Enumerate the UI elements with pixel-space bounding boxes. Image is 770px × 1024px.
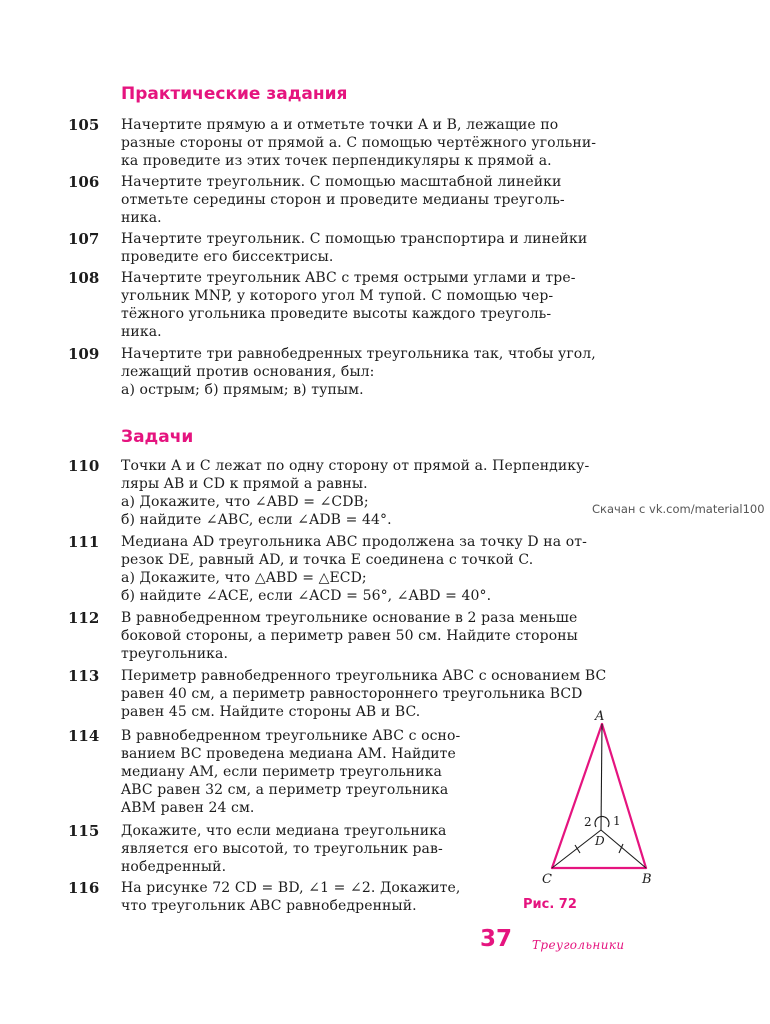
problem-number: 107 [68, 230, 100, 248]
problem-line: лежащий против основания, был: [121, 364, 375, 380]
problem-text [121, 116, 676, 170]
problem-number: 114 [68, 727, 100, 745]
problem-line: ванием BC проведена медиана AM. Найдите [121, 746, 456, 762]
problem-line: ABC равен 32 см, а периметр треугольника [121, 782, 449, 798]
problem-line: является его высотой, то треугольник рав- [121, 841, 443, 857]
problem-109 [68, 345, 676, 399]
problem-line: В равнобедренном треугольнике основание в 2 раза меньше [121, 610, 578, 626]
problem-114 [68, 727, 514, 817]
problem-line: ника. [121, 324, 162, 340]
problem-line: тёжного угольника проведите высоты каждого треуголь- [121, 306, 552, 322]
problem-line: Начертите три равнобедренных треугольника так, чтобы угол, [121, 346, 596, 362]
problem-106 [68, 173, 676, 227]
problem-line: В равнобедренном треугольнике ABC с осно- [121, 728, 461, 744]
problem-line: боковой стороны, а периметр равен 50 см. Найдите стороны [121, 628, 578, 644]
problem-111 [68, 533, 676, 605]
problem-number: 115 [68, 822, 100, 840]
label-d: D [595, 834, 605, 848]
problem-line: а) острым; б) прямым; в) тупым. [121, 382, 364, 398]
problem-112 [68, 609, 676, 663]
problem-text [121, 457, 676, 529]
problem-text [121, 879, 514, 915]
problem-line: разные стороны от прямой a. С помощью чертёжного угольни- [121, 135, 597, 151]
figure-72 [522, 706, 662, 902]
problem-number: 110 [68, 457, 100, 475]
problem-number: 112 [68, 609, 100, 627]
section-heading-tasks: Задачи [121, 427, 194, 447]
problem-line: медиану AM, если периметр треугольника [121, 764, 442, 780]
problem-text [121, 533, 676, 605]
label-angle-2: 2 [584, 815, 592, 829]
problem-line: ABM равен 24 см. [121, 800, 255, 816]
problem-line: Докажите, что если медиана треугольника [121, 823, 447, 839]
problem-110 [68, 457, 676, 529]
problem-line: треугольника. [121, 646, 229, 662]
problem-number: 109 [68, 345, 100, 363]
problem-line: проведите его биссектрисы. [121, 249, 334, 265]
problem-line: равен 45 см. Найдите стороны AB и BC. [121, 704, 421, 720]
watermark: Скачан с vk.com/material100 [592, 502, 765, 516]
problem-107 [68, 230, 676, 266]
problem-text [121, 609, 676, 663]
label-a: A [595, 709, 605, 724]
problem-116 [68, 879, 514, 915]
problem-number: 111 [68, 533, 100, 551]
problem-line: нобедренный. [121, 859, 227, 875]
problem-105 [68, 116, 676, 170]
problem-line: равен 40 см, а периметр равностороннего треугольника BCD [121, 686, 583, 702]
label-b: B [642, 872, 652, 887]
problem-line: отметьте середины сторон и проведите медианы треуголь- [121, 192, 565, 208]
problem-line: а) Докажите, что ∠ABD = ∠CDB; [121, 494, 369, 510]
problem-line: что треугольник ABC равнобедренный. [121, 898, 417, 914]
problem-line: На рисунке 72 CD = BD, ∠1 = ∠2. Докажите, [121, 880, 461, 896]
problem-number: 108 [68, 269, 100, 287]
problem-line: Медиана AD треугольника ABC продолжена за точку D на от- [121, 534, 587, 550]
segment-ad [601, 724, 602, 830]
problem-line: Начертите прямую a и отметьте точки A и B, лежащие по [121, 117, 559, 133]
problem-line: а) Докажите, что △ABD = △ECD; [121, 570, 367, 586]
problem-line: ника. [121, 210, 162, 226]
problem-text [121, 822, 514, 876]
problem-line: ка проведите из этих точек перпендикуляры к прямой a. [121, 153, 552, 169]
problem-line: резок DE, равный AD, и точка E соединена с точкой C. [121, 552, 534, 568]
problem-number: 113 [68, 667, 100, 685]
section-heading-practical: Практические задания [121, 84, 348, 104]
problem-line: Точки A и C лежат по одну сторону от прямой a. Перпендику- [121, 458, 590, 474]
label-c: C [542, 872, 552, 887]
problem-text [121, 230, 676, 266]
problem-number: 105 [68, 116, 100, 134]
figure-caption: Рис. 72 [523, 897, 577, 912]
problem-line: Начертите треугольник ABC с тремя острыми углами и тре- [121, 270, 576, 286]
angle-arc [595, 816, 609, 827]
problem-number: 116 [68, 879, 100, 897]
problem-line: Начертите треугольник. С помощью масштабной линейки [121, 174, 562, 190]
problem-line: угольник MNP, у которого угол M тупой. С помощью чер- [121, 288, 554, 304]
problem-108 [68, 269, 676, 341]
label-angle-1: 1 [613, 814, 621, 828]
problem-line: Начертите треугольник. С помощью транспортира и линейки [121, 231, 588, 247]
problem-line: Периметр равнобедренного треугольника ABC с основанием BC [121, 668, 607, 684]
side-ab [602, 724, 646, 868]
problem-number: 106 [68, 173, 100, 191]
problem-text [121, 727, 514, 817]
problem-text [121, 345, 676, 399]
problem-text [121, 269, 676, 341]
running-title: Треугольники [532, 938, 625, 952]
problem-line: ляры AB и CD к прямой a равны. [121, 476, 368, 492]
page-number: 37 [480, 926, 513, 952]
problem-115 [68, 822, 514, 876]
problem-text [121, 173, 676, 227]
problem-line: б) найдите ∠ACE, если ∠ACD = 56°, ∠ABD = 40°. [121, 588, 492, 604]
problem-line: б) найдите ∠ABC, если ∠ADB = 44°. [121, 512, 392, 528]
